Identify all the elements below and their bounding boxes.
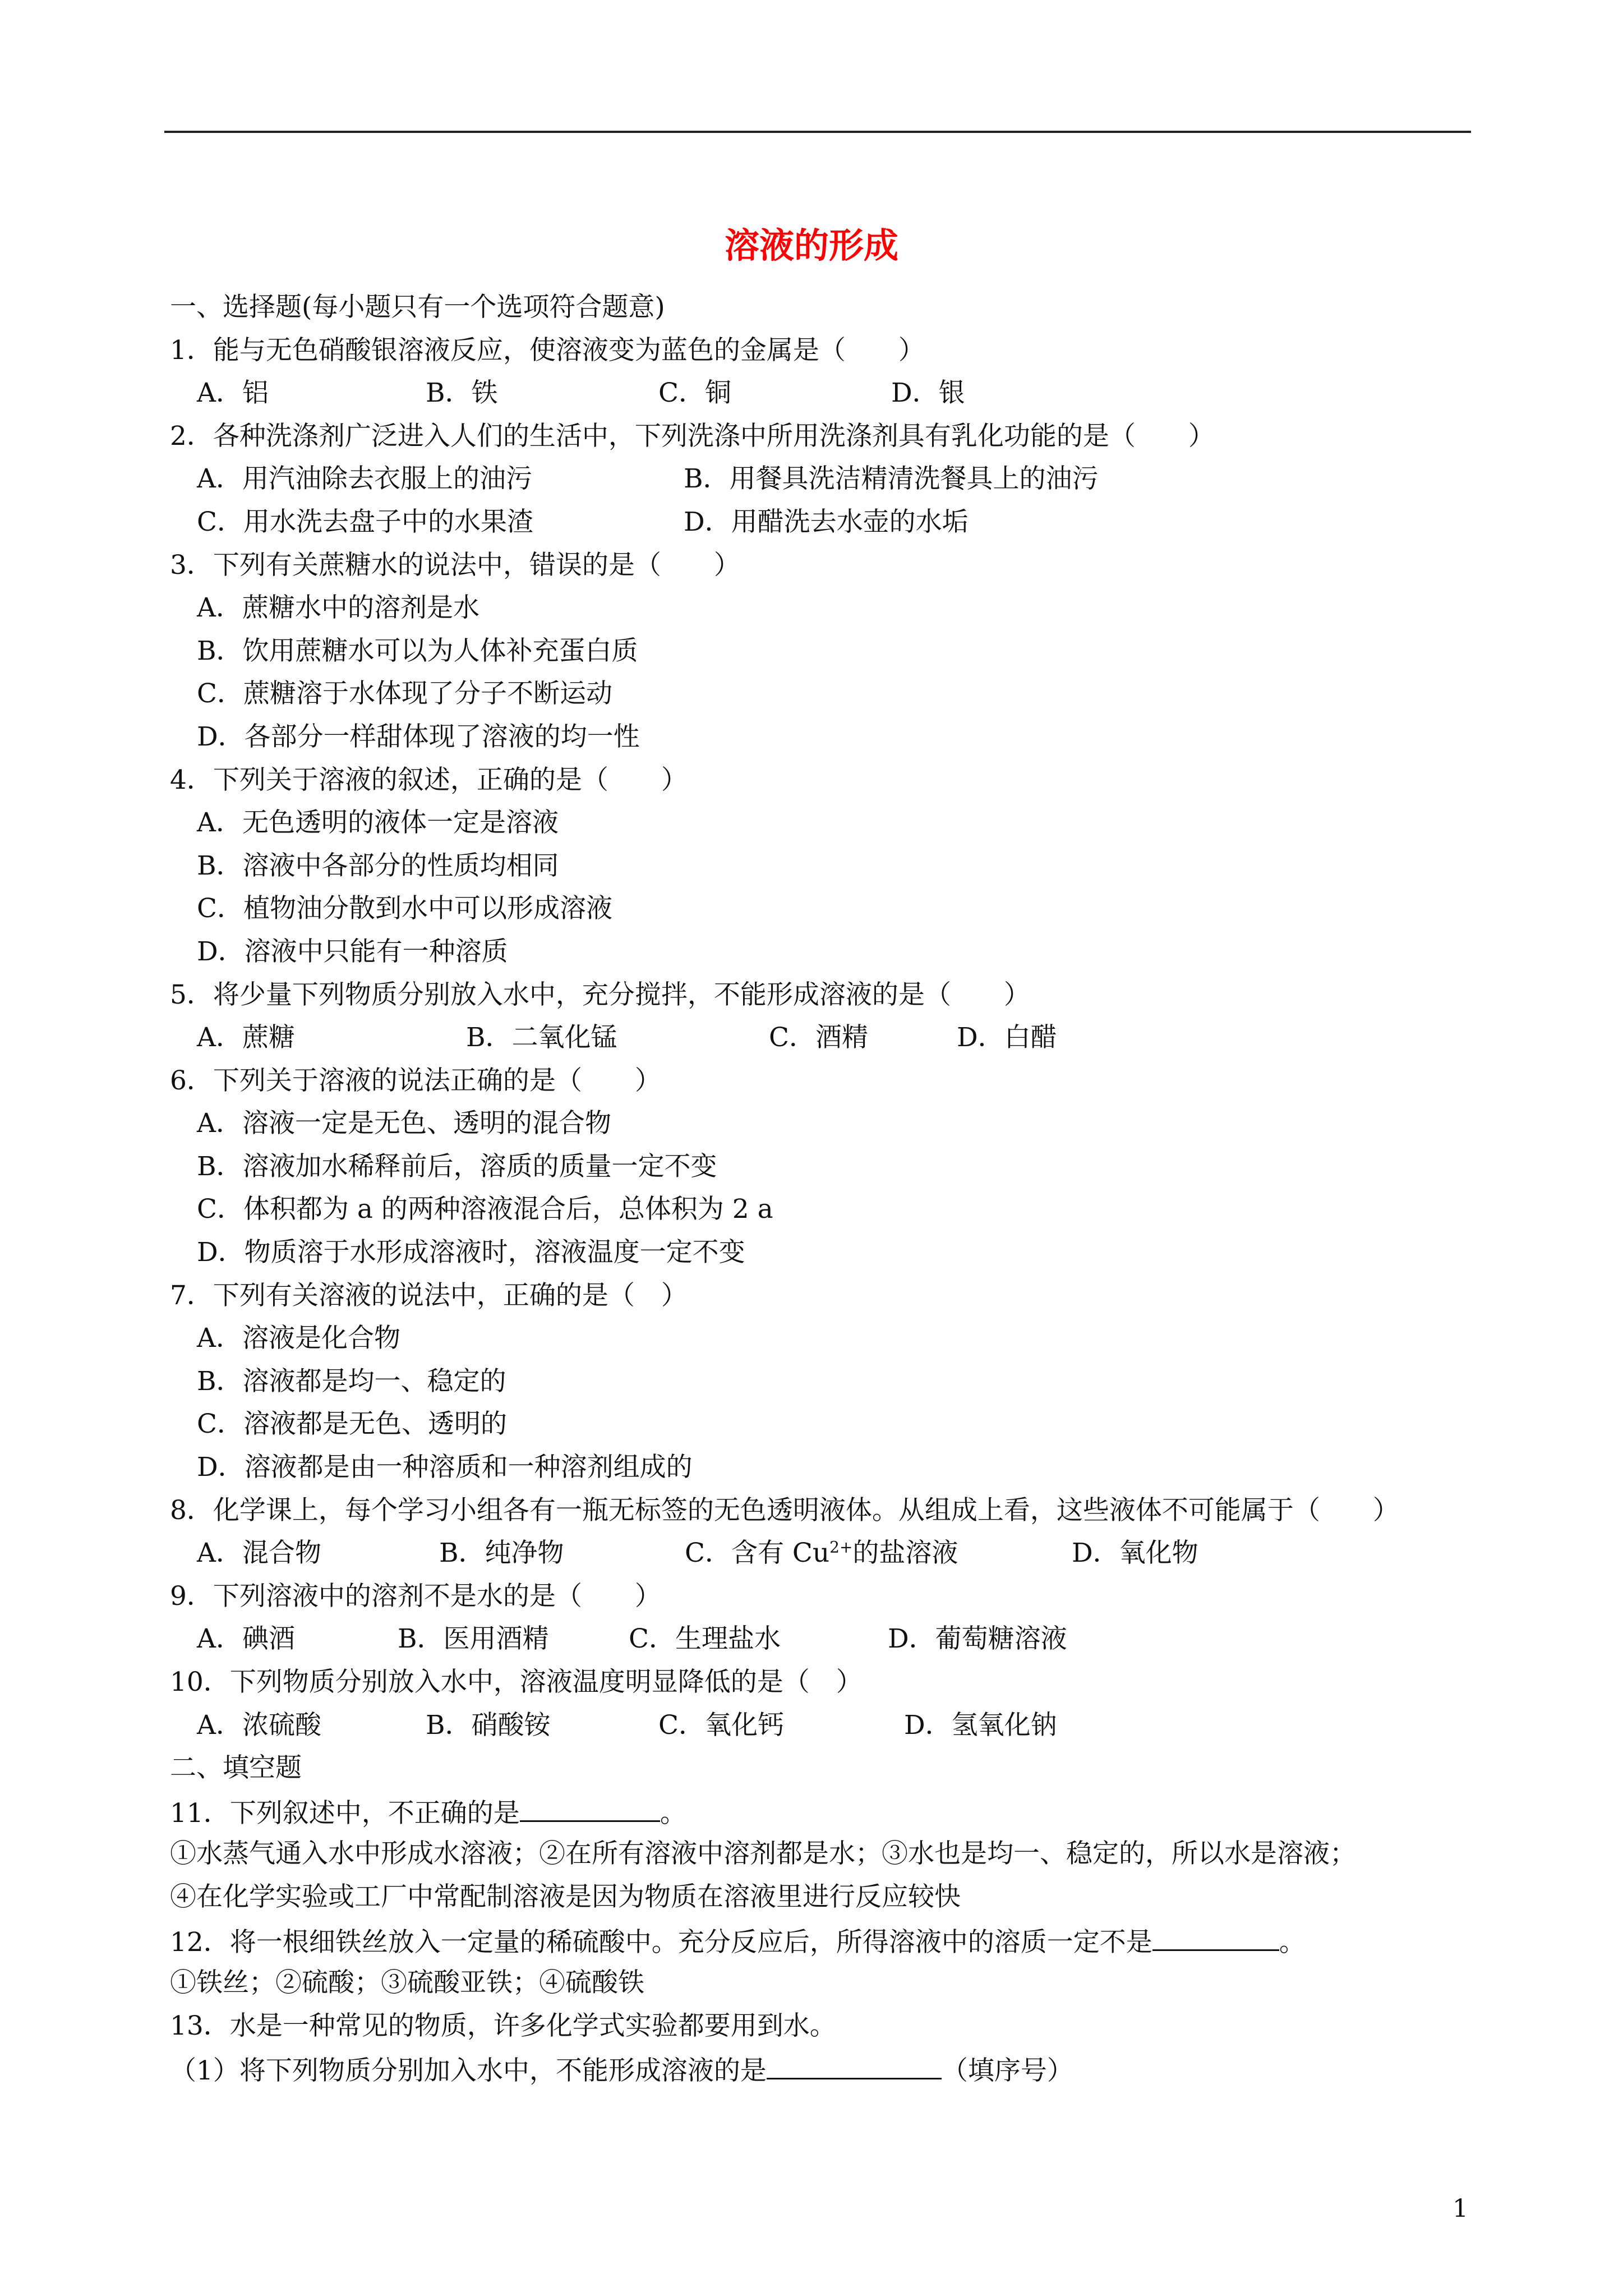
option-c: [685, 1532, 1072, 1575]
question-stem: 10．下列物质分别放入水中，溶液温度明显降低的是（ ）: [170, 1667, 863, 1697]
sub-question: [170, 2047, 1527, 2091]
option: B．用餐具洗洁精清洗餐具上的油污: [684, 463, 1099, 495]
question-stem: 6．下列关于溶液的说法正确的是（ ）: [170, 1065, 661, 1096]
question-stem: 3．下列有关蔗糖水的说法中，错误的是（ ）: [170, 549, 740, 581]
option-row: [170, 1704, 1527, 1747]
option: D．白醋: [957, 1022, 1057, 1053]
option: C．铜: [658, 378, 731, 409]
option: A．混合物: [197, 1538, 321, 1569]
option: D．各部分一样甜体现了溶液的均一性: [197, 721, 640, 752]
question-stem: [170, 1919, 1527, 1962]
option: C．用水洗去盘子中的水果渣: [197, 506, 533, 537]
question-stem: 8．化学课上，每个学习小组各有一瓶无标签的无色透明液体。从组成上看，这些液体不可能属于（ ）: [170, 1494, 1399, 1526]
option: D．物质溶于水形成溶液时，溶液温度一定不变: [197, 1237, 745, 1268]
option: B．溶液加水稀释前后，溶质的质量一定不变: [197, 1151, 717, 1182]
answer-blank[interactable]: [520, 1790, 660, 1822]
sub-question-end: （填序号）: [941, 2055, 1073, 2087]
option: A．浓硫酸: [197, 1709, 321, 1741]
option-row: [170, 1532, 1527, 1575]
option: C．体积都为 a 的两种溶液混合后，总体积为 2 a: [197, 1194, 773, 1225]
question-stem: 2．各种洗涤剂广泛进入人们的生活中，下列洗涤中所用洗涤剂具有乳化功能的是（ ）: [170, 420, 1215, 452]
option: A．溶液是化合物: [197, 1323, 400, 1354]
answer-blank[interactable]: [767, 2047, 942, 2079]
option: A．铝: [197, 378, 269, 409]
option-row: [170, 458, 1527, 501]
option-c-text: C．含有 Cu: [685, 1538, 830, 1569]
option: C．生理盐水: [629, 1623, 781, 1655]
question-content: [170, 286, 1527, 2091]
option: D．溶液都是由一种溶质和一种溶剂组成的: [197, 1452, 693, 1483]
option: D．溶液中只能有一种溶质: [197, 936, 508, 967]
superscript: 2+: [829, 1538, 853, 1557]
answer-blank[interactable]: [1152, 1919, 1279, 1951]
option-row: [170, 1016, 1527, 1060]
option-c-tail: 的盐溶液: [852, 1538, 958, 1569]
question-stem: 13．水是一种常见的物质，许多化学式实验都要用到水。: [170, 2010, 836, 2041]
sub-question-text: （1）将下列物质分别加入水中，不能形成溶液的是: [170, 2055, 767, 2087]
option: B．纯净物: [439, 1538, 564, 1569]
option: C．溶液都是无色、透明的: [197, 1409, 507, 1440]
option: A．用汽油除去衣服上的油污: [197, 463, 532, 495]
question-stem-text: 11．下列叙述中，不正确的是: [170, 1797, 520, 1829]
section-heading: 二、填空题: [170, 1752, 302, 1784]
option: A．碘酒: [197, 1623, 295, 1655]
option: A．溶液一定是无色、透明的混合物: [197, 1108, 611, 1139]
option: A．蔗糖: [197, 1022, 295, 1053]
option: B．溶液都是均一、稳定的: [197, 1365, 506, 1397]
option: C．蔗糖溶于水体现了分子不断运动: [197, 678, 612, 710]
option: B．溶液中各部分的性质均相同: [197, 850, 559, 881]
option: B．铁: [426, 378, 498, 409]
option: D．银: [891, 378, 965, 409]
option: C．酒精: [769, 1022, 868, 1053]
statement-line: ④在化学实验或工厂中常配制溶液是因为物质在溶液里进行反应较快: [170, 1881, 961, 1912]
section-heading: 一、选择题(每小题只有一个选项符合题意): [170, 292, 665, 323]
option: D．氧化物: [1072, 1538, 1198, 1569]
option: C．氧化钙: [658, 1709, 784, 1741]
question-stem-end: 。: [1279, 1926, 1306, 1958]
option: B．饮用蔗糖水可以为人体补充蛋白质: [197, 635, 638, 666]
option: D．用醋洗去水壶的水垢: [684, 506, 969, 537]
option-row: [170, 372, 1527, 415]
option: D．葡萄糖溶液: [888, 1623, 1067, 1655]
question-stem-text: 12．将一根细铁丝放入一定量的稀硫酸中。充分反应后，所得溶液中的溶质一定不是: [170, 1926, 1152, 1958]
option: B．二氧化锰: [466, 1022, 617, 1053]
option: B．硝酸铵: [426, 1709, 551, 1741]
page-title: 溶液的形成: [724, 225, 898, 266]
option: A．蔗糖水中的溶剂是水: [197, 592, 479, 624]
option-row: [170, 1618, 1527, 1661]
question-stem: 5．将少量下列物质分别放入水中，充分搅拌，不能形成溶液的是（ ）: [170, 979, 1030, 1010]
option-row: [170, 501, 1527, 544]
question-stem: 4．下列关于溶液的叙述，正确的是（ ）: [170, 764, 688, 795]
option: B．医用酒精: [398, 1623, 549, 1655]
question-stem: 9．下列溶液中的溶剂不是水的是（ ）: [170, 1580, 661, 1612]
option: D．氢氧化钠: [904, 1709, 1057, 1741]
option: C．植物油分散到水中可以形成溶液: [197, 893, 612, 924]
question-stem-end: 。: [660, 1797, 686, 1829]
statement-line: ①水蒸气通入水中形成水溶液；②在所有溶液中溶剂都是水；③水也是均一、稳定的，所以水是溶液；: [170, 1838, 1356, 1870]
question-stem: [170, 1790, 1527, 1833]
statement-line: ①铁丝；②硫酸；③硫酸亚铁；④硫酸铁: [170, 1967, 644, 1999]
page-number: 1: [1453, 2194, 1468, 2223]
question-stem: 7．下列有关溶液的说法中，正确的是（ ）: [170, 1280, 688, 1311]
question-stem: 1．能与无色硝酸银溶液反应，使溶液变为蓝色的金属是（ ）: [170, 334, 925, 366]
option: A．无色透明的液体一定是溶液: [197, 807, 559, 839]
header-rule: [164, 131, 1471, 133]
